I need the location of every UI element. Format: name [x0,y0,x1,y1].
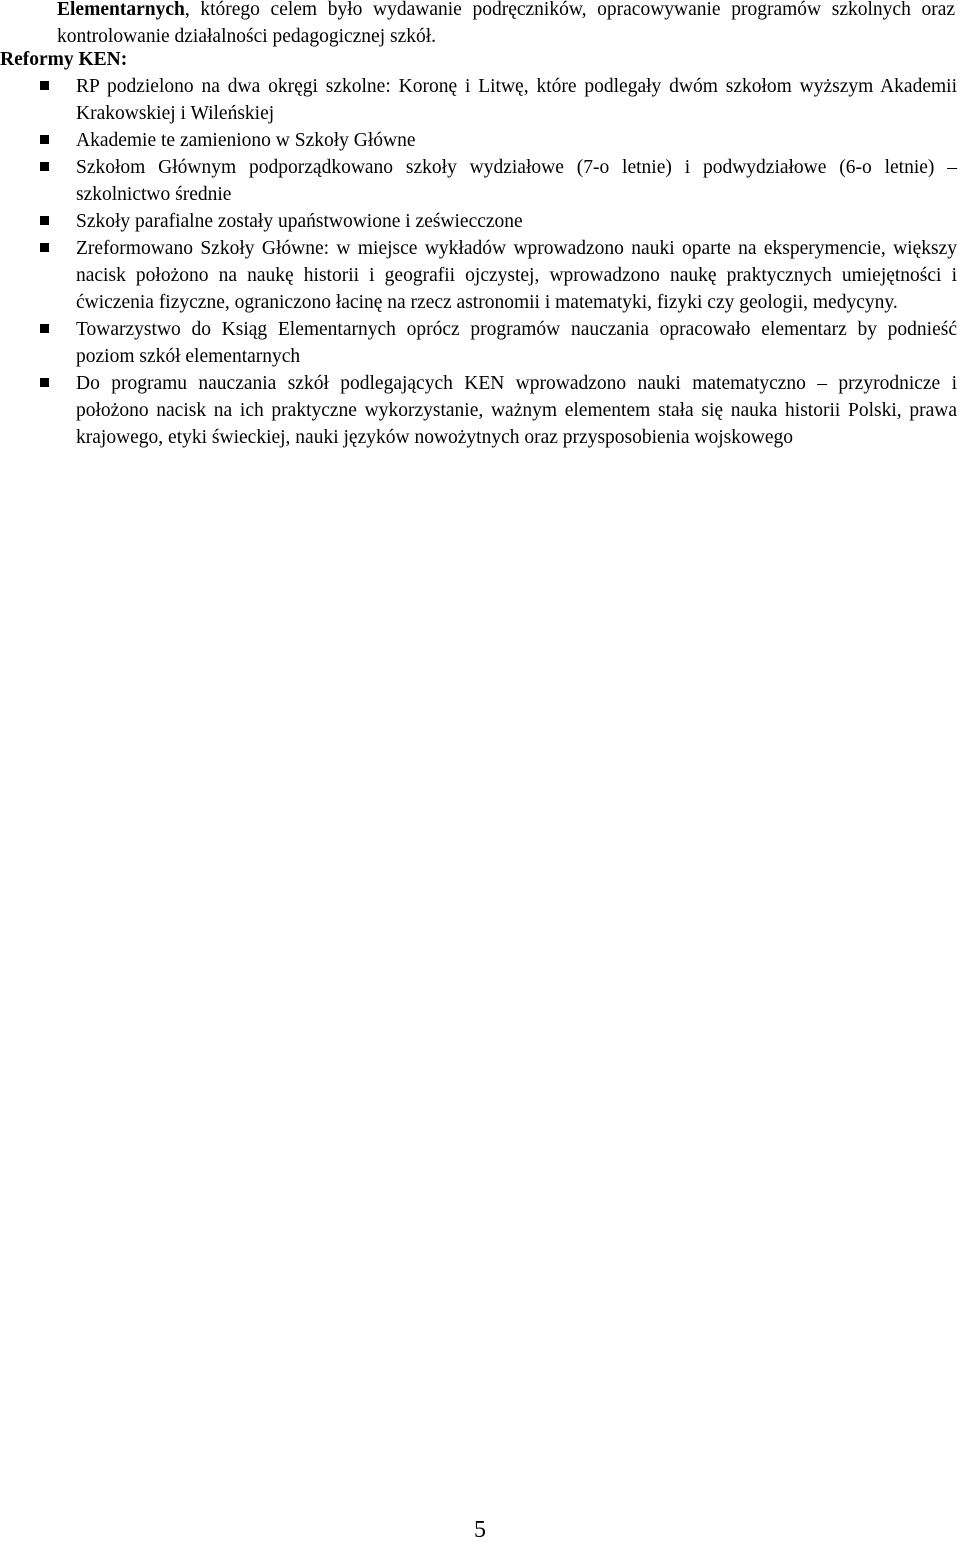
list-item [0,154,960,208]
square-bullet-icon [40,81,49,90]
list-item [0,316,960,370]
list-item [0,370,960,451]
square-bullet-icon [40,243,49,252]
list-item [0,235,960,316]
square-bullet-icon [40,162,49,171]
list-item-text: Do programu nauczania szkół podlegających KEN wprowadzono nauki matematyczno – przyrodnicze i położono nacisk na ich praktyczne wykorzystanie, ważnym elementem stała się nauka historii Polski, prawa krajowego, etyki świeckiej, nauki języków nowożytnych oraz przysposobienia wojskowego [76,373,957,448]
square-bullet-icon [40,216,49,225]
list-item-text: Akademie te zamieniono w Szkoły Główne [76,130,416,151]
reform-list [0,73,960,451]
intro-paragraph [57,0,955,50]
list-item-text: Towarzystwo do Ksiąg Elementarnych oprócz programów nauczania opracowało elementarz by podnieść poziom szkół elementarnych [76,319,957,367]
intro-text: , którego celem było wydawanie podręczników, opracowywanie programów szkolnych oraz kontrolowanie działalności pedagogicznej szkół. [57,0,955,47]
list-item-text: Szkoły parafialne zostały upaństwowione i zeświecczone [76,211,523,232]
intro-bold-term: Elementarnych [57,0,185,20]
page-number: 5 [474,1517,486,1543]
square-bullet-icon [40,378,49,387]
list-item [0,208,960,235]
list-item [0,127,960,154]
list-item-text: Zreformowano Szkoły Główne: w miejsce wykładów wprowadzono nauki oparte na eksperymencie, większy nacisk położono na naukę historii i geografii ojczystej, wprowadzono naukę praktycznych umiejętności i ćwiczenia fizyczne, ograniczono łacinę na rzecz astronomii i matematyki, fizyki czy geologii, medycyny. [76,238,957,313]
list-item-text: Szkołom Głównym podporządkowano szkoły wydziałowe (7-o letnie) i podwydziałowe (6-o letnie) – szkolnictwo średnie [76,157,957,205]
list-item-text: RP podzielono na dwa okręgi szkolne: Koronę i Litwę, które podlegały dwóm szkołom wyższym Akademii Krakowskiej i Wileńskiej [76,76,957,124]
square-bullet-icon [40,135,49,144]
section-heading: Reformy KEN: [0,49,128,70]
list-item [0,73,960,127]
square-bullet-icon [40,324,49,333]
